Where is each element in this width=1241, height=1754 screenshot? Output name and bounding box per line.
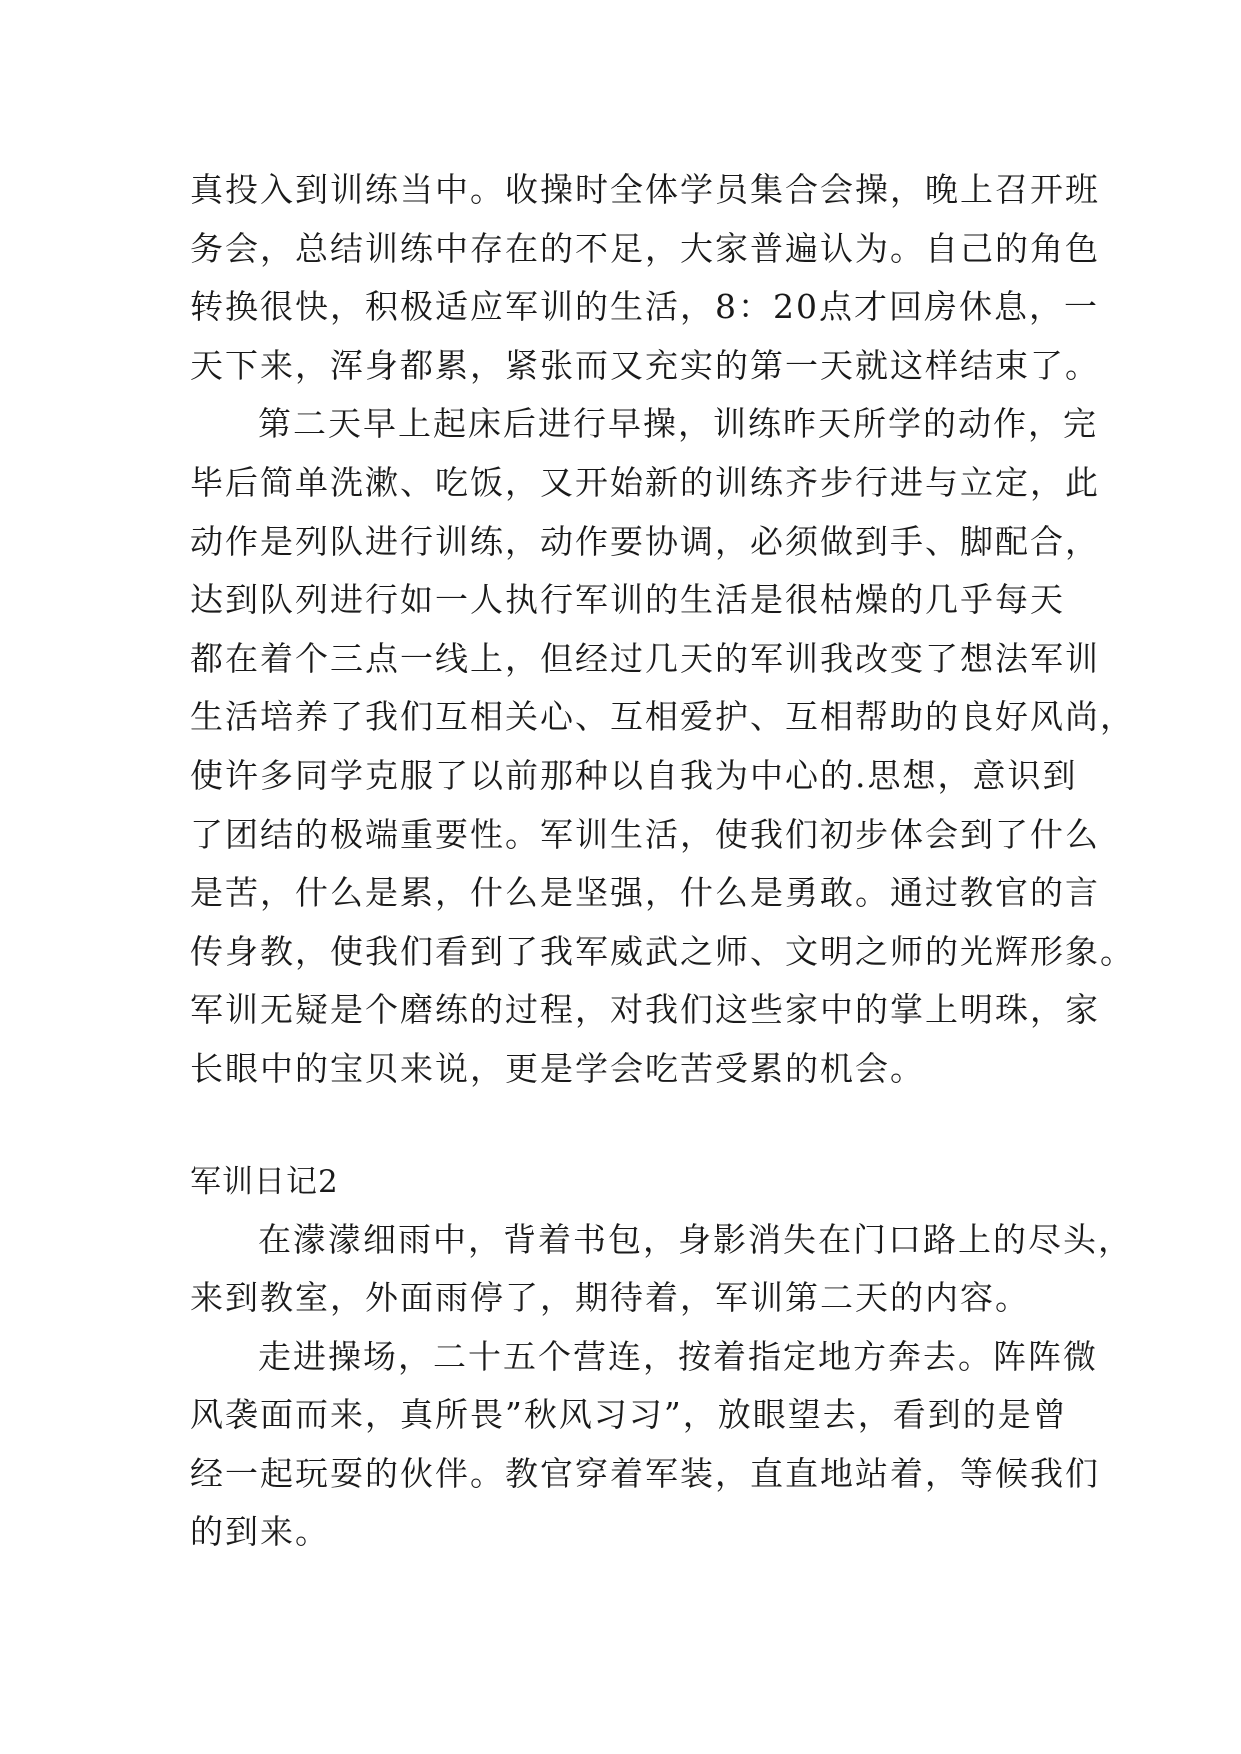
text-line: 风袭面而来，真所畏”秋风习习”，放眼望去，看到的是曾 <box>190 1395 1068 1435</box>
text-line: 生活培养了我们互相关心、互相爱护、互相帮助的良好风尚， <box>190 697 1135 737</box>
text-line: 传身教，使我们看到了我军威武之师、文明之师的光辉形象。 <box>190 931 1135 971</box>
paragraph-3 <box>190 1211 1133 1328</box>
text-line: 动作是列队进行训练，动作要协调，必须做到手、脚配合， <box>190 521 1100 561</box>
text-line: 的到来。 <box>190 1512 330 1552</box>
section-heading: 军训日记2 <box>190 1163 339 1200</box>
text-line: 来到教室，外面雨停了，期待着，军训第二天的内容。 <box>190 1278 1030 1318</box>
text-line: 毕后简单洗漱、吃饭，又开始新的训练齐步行进与立定，此 <box>190 462 1100 502</box>
text-line: 达到队列进行如一人执行军训的生活是很枯燥的几乎每天 <box>190 580 1065 620</box>
text-line: 转换很快，积极适应军训的生活，8：20点才回房休息，一 <box>190 287 1099 327</box>
paragraph-4 <box>190 1328 1100 1562</box>
text-line: 走进操场，二十五个营连，按着指定地方奔去。阵阵微 <box>258 1336 1098 1376</box>
text-line: 经一起玩耍的伙伴。教官穿着军装，直直地站着，等候我们 <box>190 1453 1100 1493</box>
text-line: 长眼中的宝贝来说，更是学会吃苦受累的机会。 <box>190 1048 925 1088</box>
text-line: 第二天早上起床后进行早操，训练昨天所学的动作，完 <box>258 404 1098 444</box>
paragraph-2 <box>190 395 1135 1098</box>
text-line: 务会，总结训练中存在的不足，大家普遍认为。自己的角色 <box>190 228 1100 268</box>
text-line: 天下来，浑身都累，紧张而又充实的第一天就这样结束了。 <box>190 345 1100 385</box>
text-line: 使许多同学克服了以前那种以自我为中心的.思想，意识到 <box>190 755 1078 795</box>
text-line: 了团结的极端重要性。军训生活，使我们初步体会到了什么 <box>190 814 1100 854</box>
paragraph-1 <box>190 161 1100 395</box>
text-line: 在濛濛细雨中，背着书包，身影消失在门口路上的尽头， <box>258 1219 1133 1259</box>
text-line: 是苦，什么是累，什么是坚强，什么是勇敢。通过教官的言 <box>190 873 1100 913</box>
text-line: 都在着个三点一线上，但经过几天的军训我改变了想法军训 <box>190 638 1100 678</box>
text-line: 真投入到训练当中。收操时全体学员集合会操，晚上召开班 <box>190 170 1100 209</box>
document-page <box>190 161 1135 1562</box>
text-line: 军训无疑是个磨练的过程，对我们这些家中的掌上明珠，家 <box>190 990 1100 1030</box>
